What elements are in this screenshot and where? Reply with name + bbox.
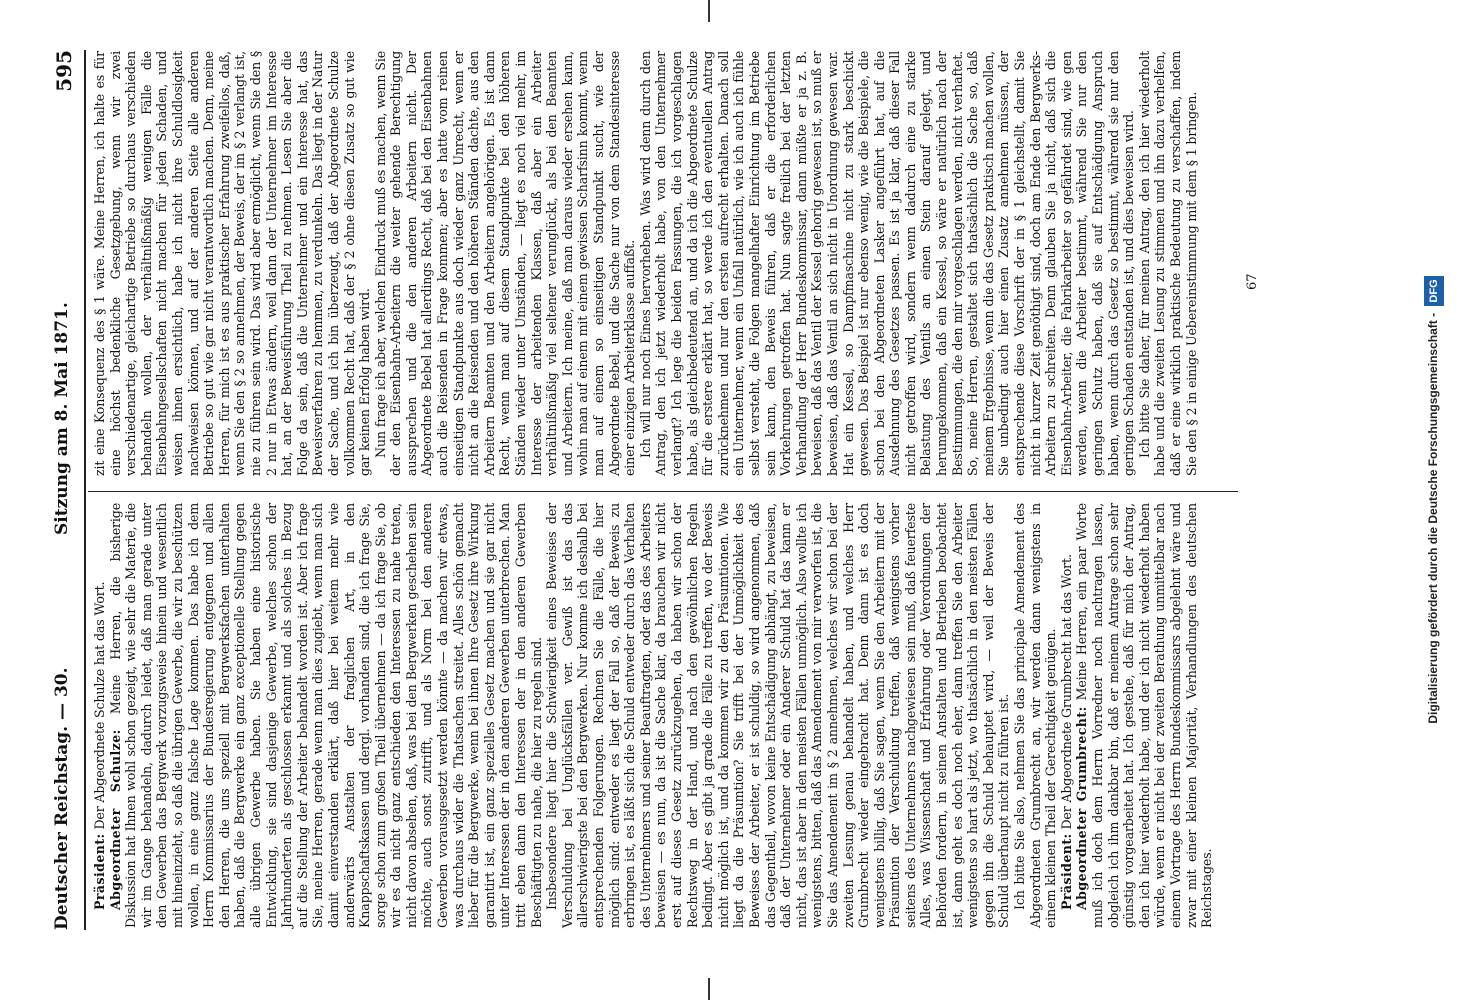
paragraph [1074,503,1214,928]
paragraph: zit eine Konsequenz des § 1 wäre. Meine Herren, ich halte es für eine höchst bedenkliche Gesetzgebung, wenn wir zwei verschiedenartige, gleichartige Betriebe so durchaus verschieden behandeln wollen, der verhältnißmäßig wenigen Fälle die Eisenbahngesellschaften nicht machen für jeden Schaden, und weisen ihnen ersichtlich, habe ich nicht ihre Schuldlosigkeit nachweisen können, und auf der anderen Seite alle anderen Betriebe so gut wie gar nicht verantwortlich machen. Denn, meine Herren, für mich ist es aus praktischer Erfahrung zweifellos, daß, wenn Sie den § 2 so annehmen, der Beweis, der im § 2 verlangt ist, nie zu führen sein wird. Das wird aber ermöglicht, wenn Sie den § 2 nur in Etwas ändern, weil dann der Unternehmer im Interesse hat, an der Beweisführung Theil zu nehmen. Lesen Sie aber die Folge da sein, daß die Unternehmer und ein Interesse hat, das Beweisverfahren zu hemmen, zu verdunkeln. Das liegt in der Natur der Sache, und ich bin überzeugt, daß der Abgeordnete Schulze vollkommen Recht hat, daß der § 2 ohne diesen Zusatz so gut wie gar keinen Erfolg haben wird. [92,51,373,476]
running-head [52,50,82,930]
scan-edge-mark [708,0,710,22]
page-signature: 67 [1245,273,1260,290]
speaker-label: Abgeordneter Schulze: [107,729,123,910]
paragraph [92,503,108,928]
left-column [92,503,1215,928]
scan-edge-mark [708,978,710,1000]
paragraph [1059,503,1075,928]
paragraph: Ich bitte Sie daher, für meinen Antrag, den ich hier wiederholt habe und die zweiten Lesung zu stimmen und ihn dazu verhelfen, daß er eine wirklich praktische Bedeutung zu verschaffen, indem Sie den § 2 in einige Uebereinstimmung mit dem § 1 bringen. [1136,51,1199,476]
speech-text: Der Abgeordnete Grumbrecht hat das Wort. [1058,554,1074,830]
header-left [52,667,72,930]
header-session: Sitzung am 8. Mai 1871. [52,302,72,535]
header-left-a: Deutscher Reichstag. — [52,702,72,930]
speaker-label: Präsident: [1058,833,1074,910]
right-column [92,51,1199,476]
credit-text [1423,0,1460,1000]
paragraph: Nun frage ich aber, welchen Eindruck muß es machen, wenn Sie der den Eisenbahn-Arbeitern die weiter gehende Berechtigung aussprechen und die den anderen Arbeitern nicht. Der Abgeordnete Bebel hat allerdings Recht, daß bei den Eisenbahnen auch die Reisenden in Frage kommen; aber es hatte vom reinen einseitigen Standpunkte aus doch wieder ganz Unrecht, wenn er nicht an die Reisenden und den höheren Ständen dachte, aus den Arbeitern Beamten und den Arbeitern angehörigen. Es ist dann Recht, wenn man auf diesem Standpunkte bei den höheren Ständen wieder unter Umständen, — liegt es noch viel mehr, im Interesse der arbeitenden Klassen, daß aber ein Arbeiter verhältnißmäßig viel seltener verunglückt, als bei den Beamten und Arbeitern. Ich meine, daß man daraus wieder ersehen kann, wohin man auf einem mit einem gewissen Scharfsinn kommt, wenn man auf einem so einseitigen Standpunkt sucht, wie der Abgeordnete Bebel, und die Sache nur von dem Standesinteresse einer einzigen Arbeiterklasse auffaßt. [372,51,638,476]
speech-text: Meine Herren, ein paar Worte muß ich doch dem Herrn Vorredner noch nachtragen lassen, obgleich ich ihm dankbar bin, daß er meinem Antrage schon sehr günstig vorgearbeitet hat. Ich gestehe, daß für mich der Antrag, den ich hier wiederholt habe, und der ich nicht wiederholt haben würde, wenn er nicht bei der zweiten Berathung unmittelbar nach einem Vortrage des Herrn Bundeskommissars abgelehnt wäre und zwar mit einer kleinen Majorität, Verhandlungen des deutschen Reichstages. [1074,503,1215,928]
column-divider [88,491,1238,492]
speaker-label: Abgeordneter Grumbrecht: [1074,706,1090,910]
paragraph [108,503,545,928]
paragraph: Ich will nur noch Eines hervorheben. Was wird denn durch den Antrag, den ich jetzt wiederholt habe, von den Unternehmer verlangt? Ich lege die beiden Fassungen, die ich vorgeschlagen habe, als gleichbedeutend an, und da ich die Abgeordnete Schulze für die erstere erklärt hat, so werde ich den eventuellen Antrag zurücknehmen und nur den ersten aufrecht erhalten. Danach soll ein Unternehmer, wenn ein Unfall natürlich, wie ich auch ich fühle selbst versteht, die Folgen mangelhafter Einrichtung im Betriebe sein kann, den Beweis führen, daß er die erforderlichen Vorkehrungen getroffen hat. Nun sagte freilich bei der letzten Verhandlung der Herr Bundeskommissar, dann müßte er ja z. B. beweisen, daß das Ventil der Kessel gehorig gewesen ist, so muß er beweisen, daß das Ventil an sich nicht in Unordnung gewesen war. Hat ein Kessel, so Dampfmaschine nicht zu stark beschickt gewesen. Das Beispiel ist nur ebenso wenig, wie die Beispiele, die schon bei den Abgeordneten Lasker angeführt hat, auf die Ausdehnung des Gesetzes passen. Es ist ja klar, daß dieser Fall nicht getroffen wird, sondern wenn dadurch eine zu starke Belastung des Ventils an einen Stein darauf gelegt, und herumgekommen, daß ein Kessel, so wäre er natürlich nach der Bestimmungen, die den mir vorgeschlagen werden, nicht verhaftet. So, meine Herren, gestaltet sich thatsächlich die Sache so, daß meinem Ergebnisse, wenn die das Gesetz praktisch machen wollen, Sie unbedingt auch hier einen Zusatz annehmen müssen, der entsprechende diese Vorschrift der in § 1 gleichstellt, damit Sie nicht in kurzer Zeit genöthigt sind, doch am Ende den Bergwerks-Arbeitern zu schreiten. Denn glauben Sie ja nicht, daß sich die Eisenbahn-Arbeiter, die Fabrikarbeiter so gefährdet sind, wie gen werden, wenn die Arbeiter bestimmt, während Sie nur den geringen Schutz haben, daß sie auf Entschädigung Anspruch haben, wenn durch das Gesetz so bestimmt, während sie nur den geringen Schaden entstanden ist, und dies beweisen wird. [637,51,1137,476]
header-rule [84,50,86,930]
digitization-credit [1395,0,1440,1000]
paragraph: Insbesondere liegt hier die Schwierigkeit eines Beweises der Verschuldung bei Unglücksfällen ver. Gewiß ist das das allerschwierigste bei den Bergwerken. Nur komme ich deshalb bei entsprechenden Folgerungen. Rechnen Sie die Fälle, die hier möglich sind: entweder es liegt der Fall so, daß der Beweis zu erbringen ist, es läßt sich die Schuld entweder durch das Verhalten des Unternehmers und seiner Beauftragten, oder das des Arbeiters beweisen — es nun, da ist die Sache klar, da brauchen wir nicht erst auf dieses Gesetz zurückzugehen, da haben wir schon der Rechtsweg in der Hand, und nach den gewöhnlichen Regeln bedingt. Aber es gibt ja grade die Fälle zu treffen, wo der Beweis nicht möglich ist, und da kommen wir zu den Präsumtionen. Wie liegt da die Präsumtion? Sie trifft bei der Unmöglichkeit des Beweises der Arbeiter, er ist schuldig, so wird angenommen, daß das Gegentheil, wovon keine Entschädigung abhängt, zu beweisen, daß der Unternehmer oder ein Anderer Schuld hat das kann er nicht, das ist aber in den meisten Fällen unmöglich. Also wollte ich wenigstens, bitten, daß das Amendement von mir verworfen ist, die Sie das Amendement im § 2 annehmen, welches wir schon bei der zweiten Lesung genau behandelt haben, und welches Herr Grumbrecht wieder eingebracht hat. Denn dann ist es doch wenigstens billig, daß Sie sagen, wenn Sie den Arbeitern mit der Präsumtion der Verschuldung treffen, daß wenigstens vorher seitens des Unternehmers nachgewiesen sein muß, daß feuerfeste Alles, was Wissenschaft und Erfahrung oder Verordnungen der Behörden fordern, in seinen Anstalten und Betrieben beobachtet ist, dann geht es doch noch eher, dann treffen Sie den Arbeiter wenigstens so hart als jetzt, wo thatsächlich in den meisten Fällen gegen ihn die Schuld behauptet wird, — weil der Beweis der Schuld überhaupt nicht zu führen ist. [544,503,1012,928]
speech-text: Meine Herren, die bisherige Diskussion hat Ihnen wohl schon gezeigt, wie sehr die Materie, die wir im Gange behandeln, dadurch leidet, daß man gerade unter den Gewerben das Bergwerk vorzugsweise hinein und wesentlich mit hineinzieht, so daß die übrigen Gewerbe, die wir zu beschützen wollen, in eine ganz falsche Lage kommen. Das habe ich dem Herrn Kommissarius der Bundesregierung entgegnen und allen den Herren, die uns speziell mit Bergwerksfachen unterhalten haben, daß die Bergwerke ein ganz exceptionelle Stellung gegen alle übrigen Gewerbe haben. Sie haben eine historische Entwicklung, sie sind dasjenige Gewerbe, welches schon der Jahrhunderten als geschlossen erkannt und als solches in Bezug auf die Stellung der Arbeiter behandelt worden ist. Aber ich frage Sie, meine Herren, gerade wenn man dies zugiebt, wenn man sich damit einverstanden erklärt, daß hier bei weitem mehr wie anderwärts Anstalten der fraglichen Art, in den Knappschaftskassen und dergl. vorhanden sind, die ich frage Sie, sorge schon zum großen Theil übernehmen — da ich frage Sie, ob wir es da nicht ganz entschieden den Interessen zu nahe treten, nicht davon absehen, daß, was bei den Bergwerken geschehen sein möchte, auch sonst zutrifft, und als Norm bei den anderen Gewerben vorausgesetzt werden könnte — da machen wir etwas, was durchaus wider die Thatsachen streitet. Alles schön gemacht lieber für die Bergwerke, wenn bei ihnen Ihre Gesetz ihre Wirkung garantirt ist, ein ganz spezielles Gesetz machen und sie gar nicht unter Interessen der in den anderen Gewerben unterbrechen. Man tritt eben dann den Interessen der in den anderen Gewerben Beschäftigten zu nahe, die hier zu regeln sind. [107,503,544,928]
speaker-label: Präsident: [92,833,107,910]
dfg-logo: DFG [1424,276,1444,305]
paragraph: Ich bitte Sie also, nehmen Sie das principale Amendement des Abgeordneten Grumbrecht an, wir werden dann wenigstens in einem kleinen Theil der Gerechtigkeit genügen. [1012,503,1059,928]
page-number: 595 [52,50,76,92]
speech-text: Der Abgeordnete Schulze hat das Wort. [92,581,107,830]
credit-label: Digitalisierung gefördert durch die Deutsche Forschungsgemeinschaft - [1426,312,1440,724]
header-left-b: 30. [52,667,72,698]
